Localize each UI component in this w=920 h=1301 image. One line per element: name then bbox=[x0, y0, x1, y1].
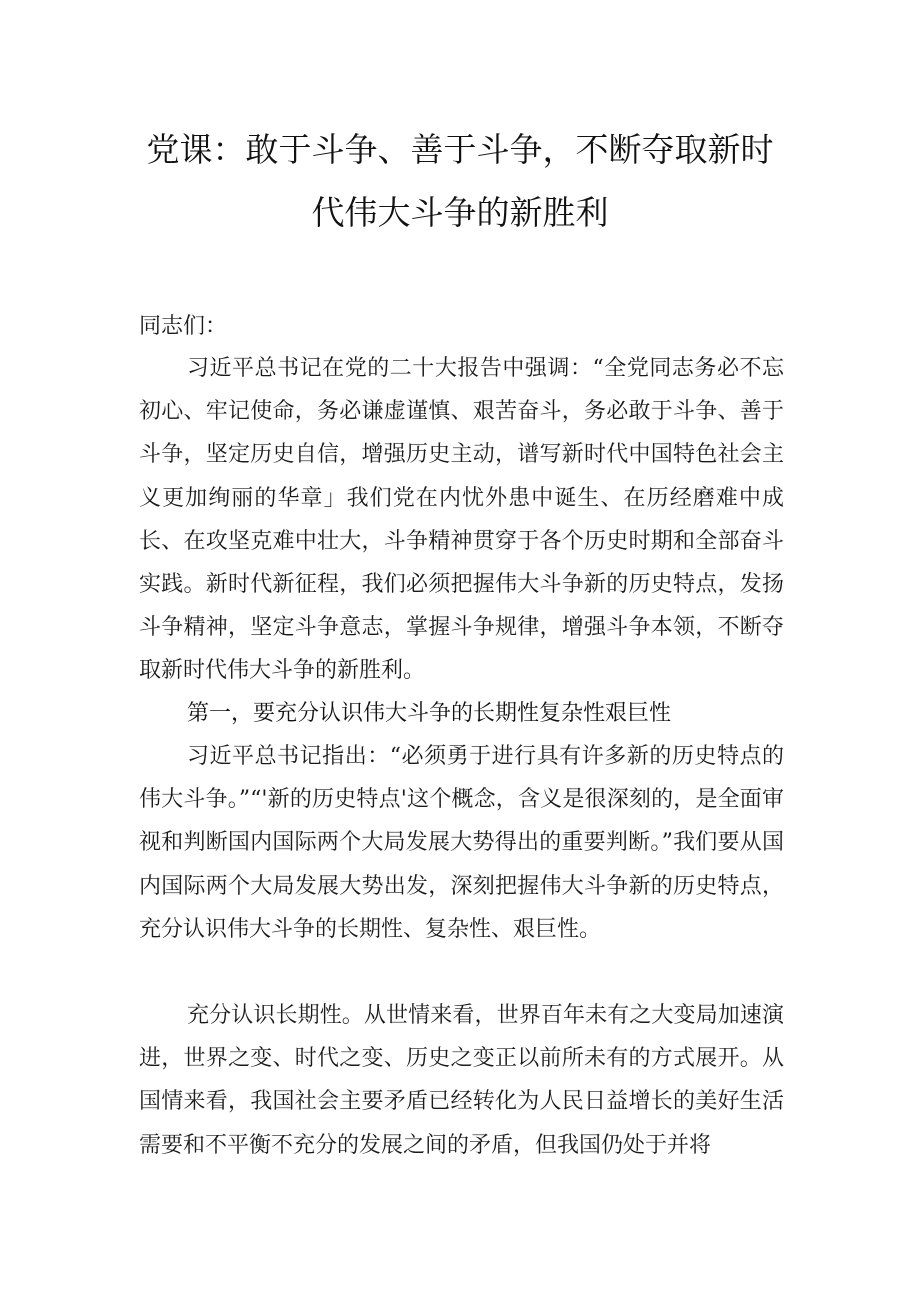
section-heading-1: 第一，要充分认识伟大斗争的长期性复杂性艰巨性 bbox=[187, 701, 672, 726]
paragraph-section-1: 习近平总书记指出：“必须勇于进行具有许多新的历史特点的伟大斗争。”“'新的历史特点'这个概念，含义是很深刻的，是全面审视和判断国内国际两个大局发展大势得出的重要判断。”我们要从国内国际两个大局发展大势出发，深刻把握伟大斗争新的历史特点，充分认识伟大斗争的长期性、复杂性、艰巨性。 bbox=[139, 744, 784, 942]
document-title-line-2: 代伟大斗争的新胜利 bbox=[311, 193, 609, 232]
document-title-line-1: 党课：敢于斗争、善于斗争，不断夺取新时 bbox=[146, 130, 774, 169]
paragraph-long-term: 充分认识长期性。从世情来看，世界百年未有之大变局加速演进，世界之变、时代之变、历史之变正以前所未有的方式展开。从国情来看，我国社会主要矛盾已经转化为人民日益增长的美好生活需要和不平衡不充分的发展之间的矛盾，但我国仍处于并将 bbox=[139, 1003, 784, 1158]
salutation: 同志们： bbox=[139, 314, 228, 339]
paragraph-intro: 习近平总书记在党的二十大报告中强调：“全党同志务必不忘初心、牢记使命，务必谦虚谨慎、艰苦奋斗，务必敢于斗争、善于斗争，坚定历史自信，增强历史主动，谱写新时代中国特色社会主义更加绚丽的华章」我们党在内忧外患中诞生、在历经磨难中成长、在攻坚克难中壮大，斗争精神贯穿于各个历史时期和全部奋斗实践。新时代新征程，我们必须把握伟大斗争新的历史特点，发扬斗争精神，坚定斗争意志，掌握斗争规律，增强斗争本领，不断夺取新时代伟大斗争的新胜利。 bbox=[139, 356, 784, 684]
